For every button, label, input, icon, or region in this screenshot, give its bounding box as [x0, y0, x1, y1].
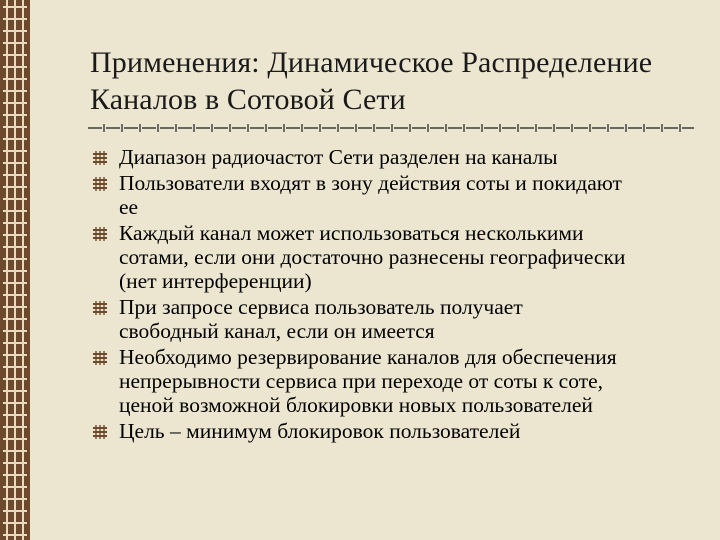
bullet-text: (нет интерференции) — [119, 269, 312, 293]
list-item — [92, 221, 702, 293]
bullet-text: ценой возможной блокировки новых пользователей — [119, 393, 593, 417]
bullet-text: Цель – минимум блокировок пользователей — [119, 419, 521, 443]
decorative-left-band — [0, 0, 30, 540]
title-divider — [88, 121, 694, 135]
bullet-text: Пользователи входят в зону действия соты и покидают — [119, 171, 622, 195]
list-item — [92, 419, 702, 443]
bullet-text: непрерывности сервиса при переходе от соты к соте, — [119, 369, 604, 393]
list-item — [92, 345, 702, 417]
cross-hatch-bullet-icon — [92, 150, 108, 166]
bullet-text: Необходимо резервирование каналов для обеспечения — [119, 345, 617, 369]
slide-title — [90, 44, 700, 118]
cross-hatch-bullet-icon — [92, 350, 108, 366]
cross-hatch-bullet-icon — [92, 300, 108, 316]
list-item — [92, 295, 702, 343]
bullet-text: Каждый канал может использоваться несколькими — [119, 221, 584, 245]
cross-hatch-bullet-icon — [92, 176, 108, 192]
cross-hatch-bullet-icon — [92, 424, 108, 440]
title-line-2: Каналов в Сотовой Сети — [90, 83, 406, 116]
list-item — [92, 145, 702, 169]
bullet-text: сотами, если они достаточно разнесены географически — [119, 245, 626, 269]
list-item — [92, 171, 702, 219]
bullet-list — [92, 145, 702, 445]
band-pattern — [0, 0, 30, 540]
bullet-text: свободный канал, если он имеется — [119, 319, 435, 343]
bullet-text: При запросе сервиса пользователь получает — [119, 295, 523, 319]
title-line-1: Применения: Динамическое Распределение — [90, 46, 653, 79]
bullet-text: Диапазон радиочастот Сети разделен на каналы — [119, 145, 558, 169]
bullet-text: ее — [119, 195, 139, 219]
cross-hatch-bullet-icon — [92, 226, 108, 242]
